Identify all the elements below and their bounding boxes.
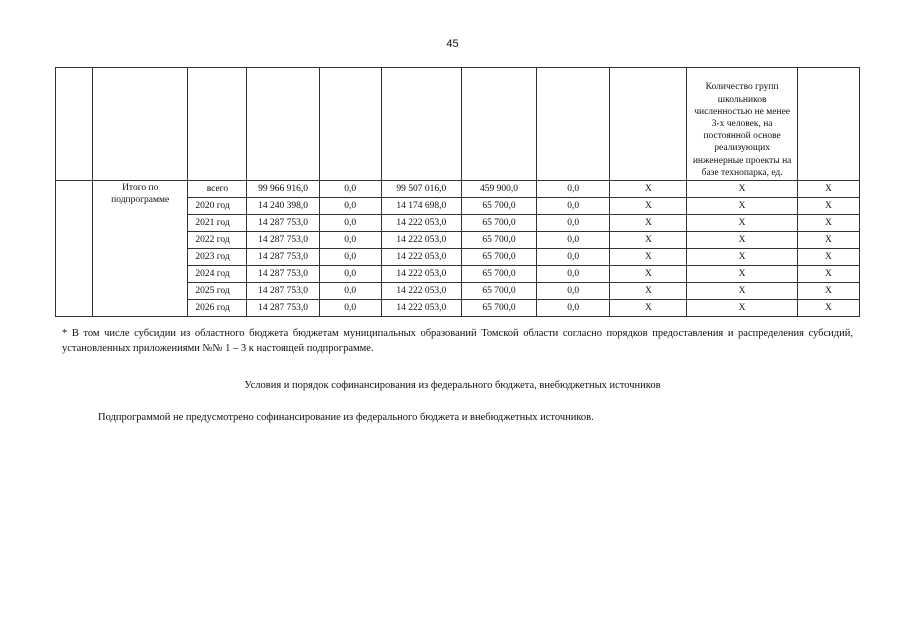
total-label: Итого по подпрограмме <box>93 181 188 317</box>
value-cell: X <box>687 181 797 198</box>
value-cell: X <box>610 300 687 317</box>
period-cell: всего <box>188 181 247 198</box>
value-cell: X <box>797 266 859 283</box>
value-cell: 0,0 <box>537 215 610 232</box>
value-cell: 14 222 053,0 <box>381 249 461 266</box>
value-cell: X <box>687 249 797 266</box>
value-cell: X <box>687 198 797 215</box>
value-cell: 65 700,0 <box>461 198 536 215</box>
value-cell: 0,0 <box>537 249 610 266</box>
value-cell: 0,0 <box>319 300 381 317</box>
period-cell: 2022 год <box>188 232 247 249</box>
value-cell: 14 222 053,0 <box>381 266 461 283</box>
value-cell: 0,0 <box>537 266 610 283</box>
indicator-row <box>56 68 860 181</box>
period-cell: 2025 год <box>188 283 247 300</box>
value-cell: 14 287 753,0 <box>247 215 319 232</box>
value-cell: 99 507 016,0 <box>381 181 461 198</box>
value-cell: X <box>687 266 797 283</box>
value-cell: 65 700,0 <box>461 249 536 266</box>
value-cell: 0,0 <box>319 249 381 266</box>
value-cell: 0,0 <box>537 181 610 198</box>
value-cell: X <box>687 232 797 249</box>
value-cell: 0,0 <box>319 181 381 198</box>
value-cell: 99 966 916,0 <box>247 181 319 198</box>
period-cell: 2026 год <box>188 300 247 317</box>
table-cell <box>381 68 461 181</box>
value-cell: X <box>797 249 859 266</box>
table-cell <box>56 68 93 181</box>
value-cell: 0,0 <box>537 198 610 215</box>
table-cell <box>461 68 536 181</box>
section-title: Условия и порядок софинансирования из федерального бюджета, внебюджетных источников <box>244 380 661 391</box>
table-cell <box>610 68 687 181</box>
value-cell: X <box>687 283 797 300</box>
budget-table <box>55 67 860 317</box>
table-row <box>56 181 860 198</box>
value-cell: X <box>797 283 859 300</box>
value-cell: 0,0 <box>319 198 381 215</box>
value-cell: 65 700,0 <box>461 232 536 249</box>
footnote: * В том числе субсидии из областного бюджета бюджетам муниципальных образований Томской области согласно порядков предоставления и распределения субсидий, установленных приложениями №№ 1 – 3 к настоящей подпрограмме. <box>62 328 853 354</box>
table-cell <box>797 68 859 181</box>
value-cell: 65 700,0 <box>461 300 536 317</box>
value-cell: X <box>797 300 859 317</box>
period-cell: 2020 год <box>188 198 247 215</box>
value-cell: X <box>687 215 797 232</box>
value-cell: 65 700,0 <box>461 266 536 283</box>
cofinancing-statement: Подпрограммой не предусмотрено софинансирование из федерального бюджета и внебюджетных источников. <box>98 412 594 423</box>
page-number: 45 <box>446 38 459 50</box>
value-cell: 14 287 753,0 <box>247 283 319 300</box>
value-cell: X <box>610 181 687 198</box>
value-cell: 0,0 <box>319 232 381 249</box>
value-cell: 0,0 <box>319 266 381 283</box>
value-cell: 65 700,0 <box>461 283 536 300</box>
table-cell <box>247 68 319 181</box>
period-cell: 2021 год <box>188 215 247 232</box>
table-cell <box>319 68 381 181</box>
value-cell: 14 287 753,0 <box>247 266 319 283</box>
value-cell: X <box>797 181 859 198</box>
value-cell: X <box>610 283 687 300</box>
value-cell: 0,0 <box>537 232 610 249</box>
value-cell: X <box>797 232 859 249</box>
value-cell: 0,0 <box>537 300 610 317</box>
table-cell <box>537 68 610 181</box>
value-cell: 14 287 753,0 <box>247 249 319 266</box>
value-cell: 14 287 753,0 <box>247 232 319 249</box>
value-cell: 14 222 053,0 <box>381 232 461 249</box>
value-cell: 0,0 <box>319 283 381 300</box>
table-cell <box>93 68 188 181</box>
value-cell: 14 222 053,0 <box>381 300 461 317</box>
table-cell <box>188 68 247 181</box>
period-cell: 2024 год <box>188 266 247 283</box>
value-cell: 14 240 398,0 <box>247 198 319 215</box>
value-cell: 0,0 <box>319 215 381 232</box>
value-cell: X <box>797 215 859 232</box>
value-cell: 65 700,0 <box>461 215 536 232</box>
value-cell: X <box>797 198 859 215</box>
value-cell: X <box>687 300 797 317</box>
value-cell: 14 174 698,0 <box>381 198 461 215</box>
value-cell: 14 287 753,0 <box>247 300 319 317</box>
period-cell: 2023 год <box>188 249 247 266</box>
value-cell: 14 222 053,0 <box>381 283 461 300</box>
value-cell: 0,0 <box>537 283 610 300</box>
value-cell: 459 900,0 <box>461 181 536 198</box>
value-cell: X <box>610 198 687 215</box>
value-cell: X <box>610 232 687 249</box>
indicator-description: Количество групп школьников численностью не менее 3-х человек, на постоянной основе реализующих инженерные проекты на базе технопарка, ед. <box>687 68 797 181</box>
value-cell: X <box>610 215 687 232</box>
value-cell: 14 222 053,0 <box>381 215 461 232</box>
value-cell: X <box>610 249 687 266</box>
value-cell: X <box>610 266 687 283</box>
table-cell <box>56 181 93 317</box>
